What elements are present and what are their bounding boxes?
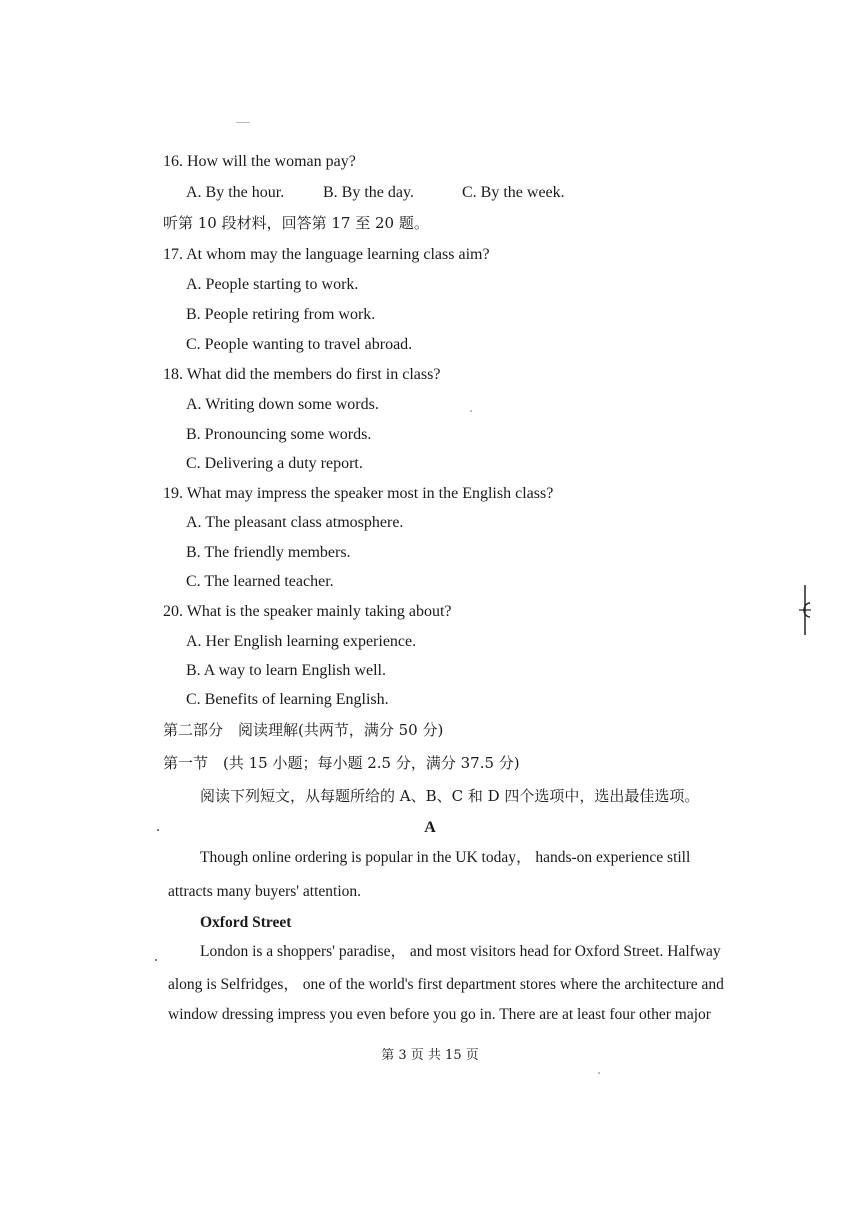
question-19-option-b: B. The friendly members. xyxy=(186,544,351,561)
question-18: 18. What did the members do first in class? xyxy=(163,366,441,383)
scan-speck xyxy=(598,1072,600,1074)
question-20-option-a: A. Her English learning experience. xyxy=(186,633,417,650)
question-20-option-b: B. A way to learn English well. xyxy=(186,662,386,679)
body-line-2: along is Selfridges， one of the world's first department stores where the architecture and xyxy=(168,976,724,993)
option-c: C. By the week. xyxy=(462,184,565,201)
question-18-option-c: C. Delivering a duty report. xyxy=(186,455,363,472)
question-19-option-a: A. The pleasant class atmosphere. xyxy=(186,514,404,531)
page-footer: 第 3 页 共 15 页 xyxy=(381,1048,479,1063)
question-17-option-b: B. People retiring from work. xyxy=(186,306,376,323)
section-10-instruction: 听第 10 段材料，回答第 17 至 20 题。 xyxy=(163,214,429,232)
intro-line-1: Though online ordering is popular in the UK today， hands-on experience still xyxy=(200,849,691,866)
question-17-option-a: A. People starting to work. xyxy=(186,276,359,293)
question-19: 19. What may impress the speaker most in the English class? xyxy=(163,485,554,502)
scan-mark xyxy=(236,122,250,123)
scan-speck xyxy=(470,410,472,412)
question-20: 20. What is the speaker mainly taking about? xyxy=(163,603,452,620)
question-20-option-c: C. Benefits of learning English. xyxy=(186,691,389,708)
option-a: A. By the hour. xyxy=(186,184,285,201)
question-17-option-c: C. People wanting to travel abroad. xyxy=(186,336,413,353)
question-16-options xyxy=(186,183,606,203)
part-2-heading: 第二部分 阅读理解(共两节，满分 50 分) xyxy=(163,721,444,739)
subheading-oxford-street: Oxford Street xyxy=(200,914,292,931)
reading-instructions: 阅读下列短文，从每题所给的 A、B、C 和 D 四个选项中，选出最佳选项。 xyxy=(200,787,700,805)
passage-label: A xyxy=(424,819,436,836)
scan-speck xyxy=(157,829,159,831)
option-b: B. By the day. xyxy=(323,184,414,201)
question-17: 17. At whom may the language learning class aim? xyxy=(163,246,490,263)
question-19-option-c: C. The learned teacher. xyxy=(186,573,334,590)
question-16: 16. How will the woman pay? xyxy=(163,153,356,170)
body-line-3: window dressing impress you even before you go in. There are at least four other major xyxy=(168,1006,711,1023)
section-1-heading: 第一节 (共 15 小题；每小题 2.5 分，满分 37.5 分) xyxy=(163,754,520,772)
intro-line-2: attracts many buyers' attention. xyxy=(168,883,362,900)
question-18-option-b: B. Pronouncing some words. xyxy=(186,426,372,443)
body-line-1: London is a shoppers' paradise， and most visitors head for Oxford Street. Halfway xyxy=(200,943,721,960)
question-18-option-a: A. Writing down some words. xyxy=(186,396,379,413)
scan-speck xyxy=(155,959,157,961)
binding-marker-icon xyxy=(797,585,813,635)
